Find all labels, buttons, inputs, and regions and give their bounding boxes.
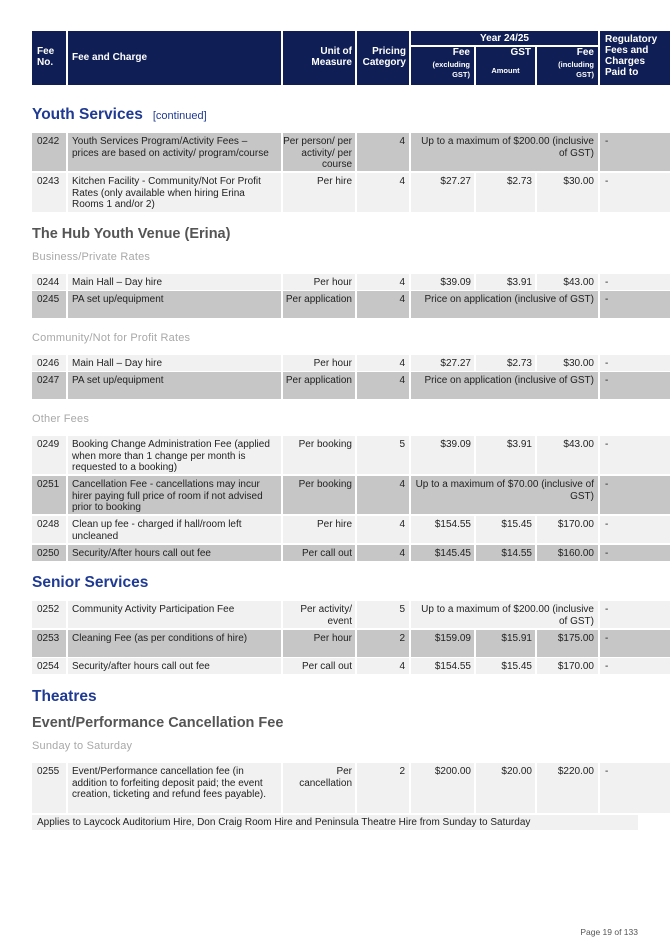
fee-incl-gst: $160.00 <box>537 545 598 561</box>
unit-of-measure: Per hour <box>283 355 355 371</box>
header-fee-incl-sub: (including GST) <box>558 60 594 79</box>
fee-incl-gst: $175.00 <box>537 630 598 657</box>
fee-no: 0252 <box>32 601 66 628</box>
table-row <box>32 173 638 212</box>
table-row <box>32 274 638 290</box>
unit-of-measure: Per booking <box>283 436 355 474</box>
fee-no: 0253 <box>32 630 66 657</box>
pricing-category: 4 <box>357 372 409 399</box>
fee-no: 0243 <box>32 173 66 212</box>
regulatory: - <box>600 436 670 474</box>
regulatory: - <box>600 763 670 813</box>
pricing-category: 5 <box>357 436 409 474</box>
fee-incl-gst: $30.00 <box>537 355 598 371</box>
table-row <box>32 545 638 561</box>
header-fee-incl <box>537 47 598 85</box>
header-fee-incl-label: Fee <box>576 47 594 58</box>
section-theatres: Theatres <box>32 688 97 705</box>
subsection-other-fees: Other Fees <box>32 413 90 425</box>
fee-description: Security/after hours call out fee <box>68 658 281 674</box>
subsection-business-rates: Business/Private Rates <box>32 251 151 263</box>
regulatory: - <box>600 173 670 212</box>
regulatory: - <box>600 601 670 628</box>
unit-of-measure: Per application <box>283 372 355 399</box>
section-youth-title: Youth Services <box>32 106 143 123</box>
header-regulatory <box>600 31 670 85</box>
unit-of-measure: Per booking <box>283 476 355 514</box>
fee-no: 0249 <box>32 436 66 474</box>
fee-no: 0251 <box>32 476 66 514</box>
header-pricing <box>357 31 409 85</box>
fee-incl-gst: $30.00 <box>537 173 598 212</box>
header-unit <box>283 31 355 85</box>
fee-description: Booking Change Administration Fee (applied when more than 1 change per month is requested to a booking) <box>68 436 281 474</box>
subsection-sunday-saturday: Sunday to Saturday <box>32 740 133 752</box>
unit-of-measure: Per hour <box>283 630 355 657</box>
fee-description: Cleaning Fee (as per conditions of hire) <box>68 630 281 657</box>
table-row <box>32 355 638 371</box>
section-senior-services: Senior Services <box>32 574 149 591</box>
section-continued: [continued] <box>152 110 207 122</box>
header-fee-excl-label: Fee <box>452 47 470 58</box>
fee-description: PA set up/equipment <box>68 372 281 399</box>
pricing-category: 4 <box>357 516 409 543</box>
pricing-category: 4 <box>357 173 409 212</box>
table-row <box>32 436 638 474</box>
fee-no: 0250 <box>32 545 66 561</box>
fee-description: Community Activity Participation Fee <box>68 601 281 628</box>
fee-no: 0244 <box>32 274 66 290</box>
fee-excl-gst: $145.45 <box>411 545 474 561</box>
section-hub-youth-venue: The Hub Youth Venue (Erina) <box>32 226 231 242</box>
fee-span: Price on application (inclusive of GST) <box>411 372 598 399</box>
gst-amount: $3.91 <box>476 274 535 290</box>
fee-description: PA set up/equipment <box>68 291 281 318</box>
header-gst-label: GST <box>510 47 531 58</box>
table-row <box>32 630 638 657</box>
gst-amount: $15.45 <box>476 658 535 674</box>
header-pricing-label: Pricing Category <box>362 46 406 68</box>
unit-of-measure: Per hire <box>283 173 355 212</box>
header-gst <box>476 47 535 85</box>
fee-description: Event/Performance cancellation fee (in addition to forfeiting deposit paid; the event creation, ticketing and refund fees payable). <box>68 763 281 813</box>
fee-excl-gst: $39.09 <box>411 436 474 474</box>
pricing-category: 4 <box>357 658 409 674</box>
fee-no: 0254 <box>32 658 66 674</box>
table-row <box>32 763 638 813</box>
header-regulatory-label: Regulatory Fees and Charges Paid to <box>605 34 658 78</box>
table-row <box>32 601 638 628</box>
gst-amount: $20.00 <box>476 763 535 813</box>
header-fee-excl-sub: (excluding GST) <box>432 60 470 79</box>
fee-span: Up to a maximum of $70.00 (inclusive of GST) <box>411 476 598 514</box>
fee-incl-gst: $43.00 <box>537 274 598 290</box>
fee-no: 0255 <box>32 763 66 813</box>
table-header <box>32 31 658 85</box>
regulatory: - <box>600 291 670 318</box>
header-fee-excl <box>411 47 474 85</box>
table-note: Applies to Laycock Auditorium Hire, Don Craig Room Hire and Peninsula Theatre Hire from Sunday to Saturday <box>32 815 638 830</box>
pricing-category: 4 <box>357 545 409 561</box>
pricing-category: 4 <box>357 274 409 290</box>
regulatory: - <box>600 372 670 399</box>
pricing-category: 4 <box>357 291 409 318</box>
fee-description: Cancellation Fee - cancellations may incur hirer paying full price of room if not advised prior to booking <box>68 476 281 514</box>
table-row <box>32 476 638 514</box>
fee-span: Up to a maximum of $200.00 (inclusive of GST) <box>411 601 598 628</box>
fee-incl-gst: $220.00 <box>537 763 598 813</box>
regulatory: - <box>600 658 670 674</box>
gst-amount: $2.73 <box>476 173 535 212</box>
header-fee-no-label: Fee No. <box>37 46 55 68</box>
header-fee-and-charge-label: Fee and Charge <box>72 52 148 63</box>
fee-excl-gst: $27.27 <box>411 173 474 212</box>
gst-amount: $3.91 <box>476 436 535 474</box>
header-year-label: Year 24/25 <box>480 33 529 44</box>
fee-no: 0246 <box>32 355 66 371</box>
fee-excl-gst: $39.09 <box>411 274 474 290</box>
fee-no: 0248 <box>32 516 66 543</box>
pricing-category: 2 <box>357 763 409 813</box>
section-youth-services <box>32 106 207 124</box>
pricing-category: 2 <box>357 630 409 657</box>
fee-excl-gst: $27.27 <box>411 355 474 371</box>
gst-amount: $14.55 <box>476 545 535 561</box>
regulatory: - <box>600 476 670 514</box>
fee-incl-gst: $43.00 <box>537 436 598 474</box>
fee-description: Clean up fee - charged if hall/room left uncleaned <box>68 516 281 543</box>
table-row <box>32 658 638 674</box>
fee-no: 0247 <box>32 372 66 399</box>
pricing-category: 4 <box>357 133 409 171</box>
header-year <box>411 31 598 45</box>
unit-of-measure: Per person/ per activity/ per course <box>283 133 355 171</box>
subsection-community-rates: Community/Not for Profit Rates <box>32 332 191 344</box>
table-row <box>32 516 638 543</box>
table-row <box>32 133 638 171</box>
fee-no: 0245 <box>32 291 66 318</box>
header-fee-and-charge <box>68 31 281 85</box>
regulatory: - <box>600 630 670 657</box>
table-row <box>32 372 638 399</box>
gst-amount: $2.73 <box>476 355 535 371</box>
fee-span: Price on application (inclusive of GST) <box>411 291 598 318</box>
regulatory: - <box>600 274 670 290</box>
unit-of-measure: Per cancellation <box>283 763 355 813</box>
fee-excl-gst: $200.00 <box>411 763 474 813</box>
fee-no: 0242 <box>32 133 66 171</box>
fee-excl-gst: $154.55 <box>411 658 474 674</box>
pricing-category: 4 <box>357 355 409 371</box>
page-number: Page 19 of 133 <box>580 927 638 937</box>
pricing-category: 4 <box>357 476 409 514</box>
section-event-cancellation: Event/Performance Cancellation Fee <box>32 715 284 731</box>
pricing-category: 5 <box>357 601 409 628</box>
unit-of-measure: Per call out <box>283 658 355 674</box>
fee-excl-gst: $159.09 <box>411 630 474 657</box>
regulatory: - <box>600 133 670 171</box>
unit-of-measure: Per hour <box>283 274 355 290</box>
fee-incl-gst: $170.00 <box>537 516 598 543</box>
fee-incl-gst: $170.00 <box>537 658 598 674</box>
unit-of-measure: Per call out <box>283 545 355 561</box>
fee-description: Main Hall – Day hire <box>68 355 281 371</box>
header-gst-sub: Amount <box>491 66 520 75</box>
header-unit-label: Unit of Measure <box>311 46 352 68</box>
fee-span: Up to a maximum of $200.00 (inclusive of GST) <box>411 133 598 171</box>
regulatory: - <box>600 355 670 371</box>
fee-excl-gst: $154.55 <box>411 516 474 543</box>
fee-description: Main Hall – Day hire <box>68 274 281 290</box>
gst-amount: $15.91 <box>476 630 535 657</box>
header-fee-no <box>32 31 66 85</box>
table-row <box>32 291 638 318</box>
fee-description: Security/After hours call out fee <box>68 545 281 561</box>
unit-of-measure: Per activity/ event <box>283 601 355 628</box>
regulatory: - <box>600 516 670 543</box>
gst-amount: $15.45 <box>476 516 535 543</box>
unit-of-measure: Per application <box>283 291 355 318</box>
fee-description: Youth Services Program/Activity Fees – prices are based on activity/ program/course <box>68 133 281 171</box>
unit-of-measure: Per hire <box>283 516 355 543</box>
regulatory: - <box>600 545 670 561</box>
fee-description: Kitchen Facility - Community/Not For Profit Rates (only available when hiring Erina Rooms 1 and/or 2) <box>68 173 281 212</box>
